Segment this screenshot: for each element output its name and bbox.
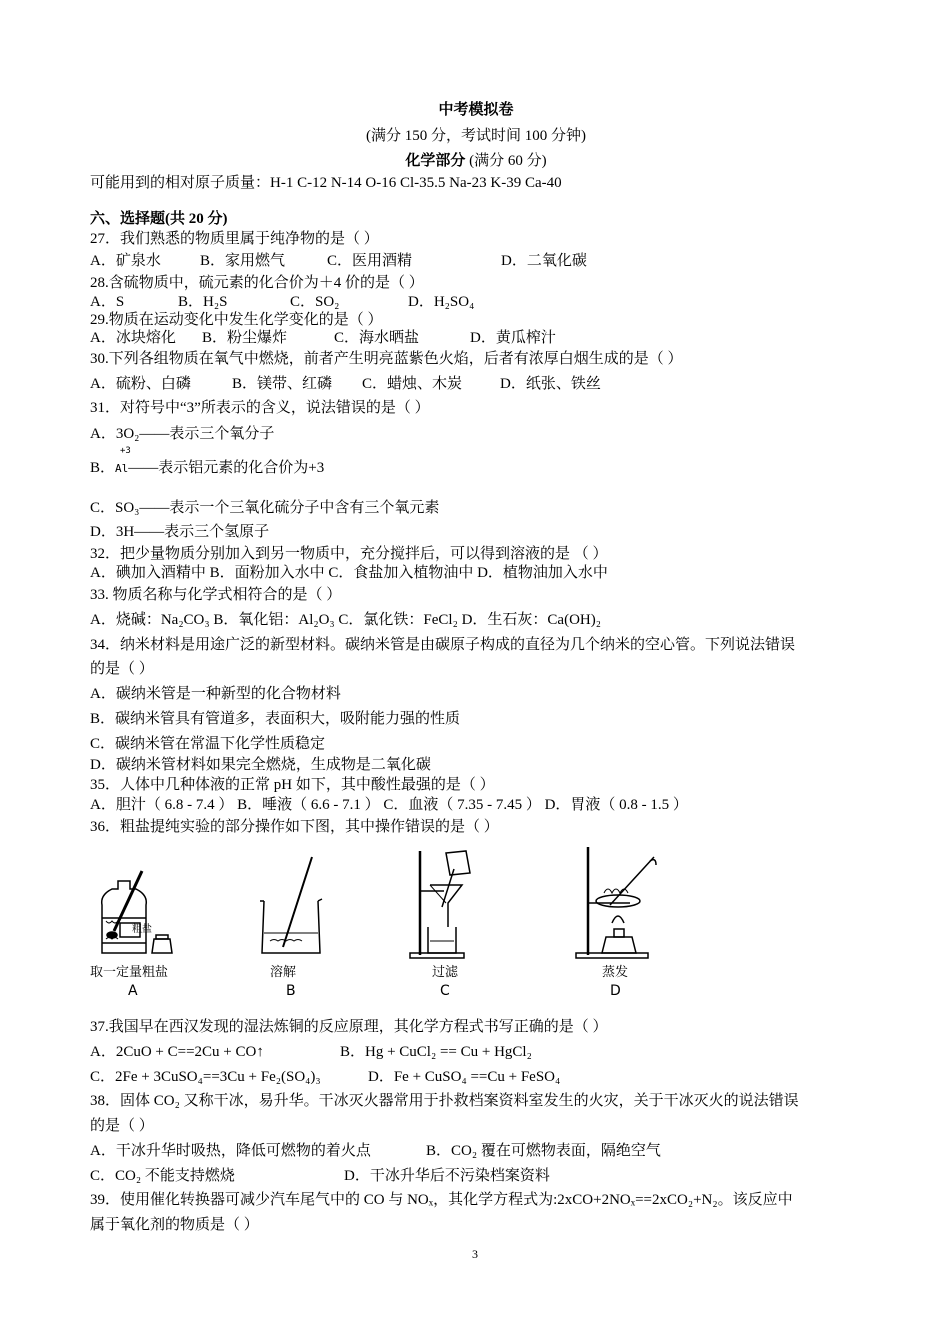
q37-stem: 37.我国早在西汉发现的湿法炼铜的反应原理，其化学方程式书写正确的是（ ） [90,1019,608,1035]
section-heading: 六、选择题(共 20 分) [90,211,228,227]
q35-options: A．胆汁（ 6.8 - 7.4 ） B．唾液（ 6.6 - 7.1 ） C．血液（ 7.35 - 7.45 ） D．胃液（ 0.8 - 1.5 ） [90,797,688,813]
q31-option-a: A．3O₂——表示三个氧分子 [90,426,275,442]
q38-option-d: D．干冰升华后不污染档案资料 [344,1168,550,1184]
q28-stem: 28.含硫物质中，硫元素的化合价为＋4 价的是（ ） [90,275,424,291]
q39-stem-line2: 属于氧化剂的物质是（ ） [90,1217,259,1233]
q31-valence-superscript: +3 [120,446,131,456]
q38-stem-line1: 38．固体 CO₂ 又称干冰，易升华。干冰灭火器常用于扑救档案资料室发生的火灾，关于干冰灭火的说法错误 [90,1093,799,1109]
q34-option-a: A．碳纳米管是一种新型的化合物材料 [90,686,341,702]
filtration-setup-icon [410,851,470,958]
q34-stem-line2: 的是（ ） [90,661,154,677]
q31-aluminium-symbol: Al [115,462,129,475]
q30-stem: 30.下列各组物质在氧气中燃烧，前者产生明亮蓝紫色火焰，后者有浓厚白烟生成的是（ ） [90,351,683,367]
evaporation-setup-icon [576,847,656,958]
part-heading-bold: 化学部分 [405,153,466,169]
page-number: 3 [472,1247,478,1261]
q34-stem-line1: 34．纳米材料是用途广泛的新型材料。碳纳米管是由碳原子构成的直径为几个纳米的空心管。下列说法错误 [90,637,796,653]
q38-stem-line2: 的是（ ） [90,1118,154,1134]
q28-option-d: D．H₂SO₄ [408,294,475,310]
q37-option-d: D．Fe + CuSO₄ ==Cu + FeSO₄ [368,1069,561,1085]
q27-stem: 27．我们熟悉的物质里属于纯净物的是（ ） [90,231,379,247]
q27-option-c: C．医用酒精 [327,253,413,269]
letter-c: C [440,983,450,999]
beaker-stirring-icon [260,857,322,953]
q29-option-b: B．粉尘爆炸 [202,330,288,346]
q29-option-c: C．海水晒盐 [334,330,420,346]
caption-b: 溶解 [270,965,297,980]
letter-a: A [128,983,138,999]
letter-d: D [610,983,621,999]
q29-option-d: D．黄瓜榨汁 [470,330,556,346]
page-title: 中考模拟卷 [438,102,514,118]
q29-option-a: A．冰块熔化 [90,330,176,346]
q31-option-b-prefix: B． [90,460,116,476]
q28-option-b: B．H₂S [178,294,228,310]
q34-option-c: C．碳纳米管在常温下化学性质稳定 [90,736,326,752]
q32-stem: 32．把少量物质分别加入到另一物质中，充分搅拌后，可以得到溶液的是 （ ） [90,546,608,562]
q31-option-d: D．3H——表示三个氢原子 [90,524,270,540]
q31-stem: 31．对符号中“3”所表示的含义，说法错误的是（ ） [90,400,430,416]
stopper-icon [152,935,172,953]
q31-option-c: C．SO₃——表示一个三氧化硫分子中含有三个氧元素 [90,500,440,516]
salt-jar-icon [102,871,147,953]
q30-option-a: A．硫粉、白磷 [90,376,191,392]
q30-option-d: D．纸张、铁丝 [500,376,601,392]
atomic-masses: 可能用到的相对原子质量：H-1 C-12 N-14 O-16 Cl-35.5 Na-23 K-39 Ca-40 [90,175,562,191]
q28-option-a: A．S [90,294,125,310]
q27-option-d: D．二氧化碳 [501,253,587,269]
caption-a: 取一定量粗盐 [90,965,169,980]
q33-stem: 33. 物质名称与化学式相符合的是（ ） [90,587,342,603]
q37-option-a: A．2CuO + C==2Cu + CO↑ [90,1044,264,1060]
q34-option-d: D．碳纳米管材料如果完全燃烧，生成物是二氧化碳 [90,757,431,773]
salt-label: 粗盐 [132,924,152,935]
q27-option-a: A．矿泉水 [90,253,161,269]
q28-option-c: C．SO₂ [290,294,340,310]
q36-stem: 36．粗盐提纯实验的部分操作如下图，其中操作错误的是（ ） [90,819,499,835]
q37-option-c: C．2Fe + 3CuSO₄==3Cu + Fe₂(SO₄)₃ [90,1069,321,1085]
q37-option-b: B．Hg + CuCl₂ == Cu + HgCl₂ [340,1044,532,1060]
q38-option-a: A．干冰升华时吸热，降低可燃物的着火点 [90,1143,371,1159]
page-subtitle: (满分 150 分，考试时间 100 分钟) [366,128,586,144]
q35-stem: 35．人体中几种体液的正常 pH 如下，其中酸性最强的是（ ） [90,777,495,793]
q38-option-b: B．CO₂ 覆在可燃物表面，隔绝空气 [426,1143,661,1159]
q27-option-b: B．家用燃气 [200,253,286,269]
q34-option-b: B．碳纳米管具有管道多，表面积大，吸附能力强的性质 [90,711,461,727]
q30-option-c: C．蜡烛、木炭 [362,376,463,392]
q29-stem: 29.物质在运动变化中发生化学变化的是（ ） [90,312,383,328]
part-heading-rest: (满分 60 分) [465,153,547,169]
q31-option-b [90,458,862,479]
q31-option-b-text: ——表示铝元素的化合价为+3 [128,460,325,476]
q38-option-c: C．CO₂ 不能支持燃烧 [90,1168,235,1184]
q39-stem-line1: 39．使用催化转换器可减少汽车尾气中的 CO 与 NOₓ，其化学方程式为:2xCO+2NOₓ==2xCO₂+N₂。该反应中 [90,1192,793,1208]
letter-b: B [286,983,296,999]
q33-options: A．烧碱：Na₂CO₃ B．氧化铝：Al₂O₃ C．氯化铁：FeCl₂ D．生石灰：Ca(OH)₂ [90,612,601,628]
lab-operations-figure [90,843,710,1003]
q30-option-b: B．镁带、红磷 [232,376,333,392]
caption-d: 蒸发 [602,965,629,980]
caption-c: 过滤 [432,965,459,980]
part-heading [90,151,862,171]
q32-options: A．碘加入酒精中 B．面粉加入水中 C．食盐加入植物油中 D．植物油加入水中 [90,565,608,581]
